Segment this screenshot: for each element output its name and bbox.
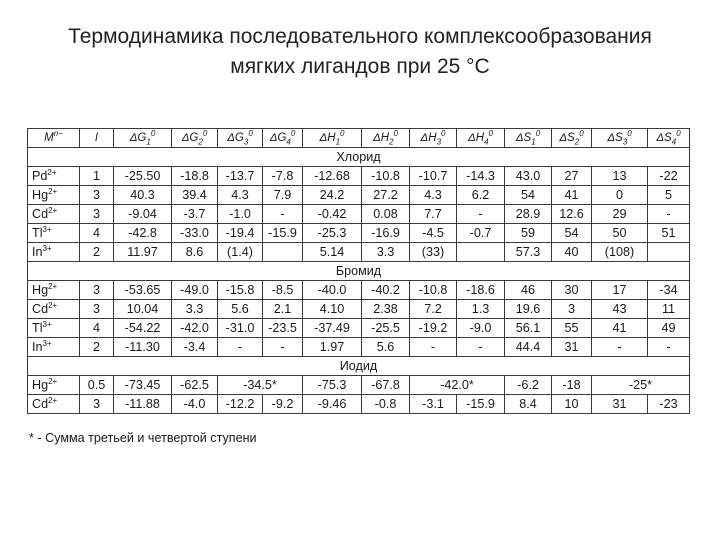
table-cell: -9.46 (303, 395, 362, 414)
table-cell: -73.45 (114, 376, 172, 395)
table-cell: 5.6 (218, 300, 263, 319)
table-cell: -25* (592, 376, 690, 395)
col-header-ds4: $\Delta S_4^0$ (648, 129, 690, 148)
table-row (28, 167, 690, 186)
table-cell: -54.22 (114, 319, 172, 338)
metal-ion-cell: $Tl^{3+}$ (28, 319, 80, 338)
table-cell: 59 (505, 224, 552, 243)
table-cell: 7.7 (410, 205, 457, 224)
table-cell: 12.6 (552, 205, 592, 224)
table-cell: -42.8 (114, 224, 172, 243)
table-cell: 55 (552, 319, 592, 338)
table-cell: 54 (505, 186, 552, 205)
table-cell: -75.3 (303, 376, 362, 395)
section-header: Бромид (28, 262, 690, 281)
table-cell: 0.5 (80, 376, 114, 395)
table-cell: 8.6 (172, 243, 218, 262)
table-cell: -14.3 (457, 167, 505, 186)
table-cell: -7.8 (263, 167, 303, 186)
table-cell: -8.5 (263, 281, 303, 300)
table-cell: - (457, 338, 505, 357)
table-cell: 28.9 (505, 205, 552, 224)
table-cell: -10.8 (362, 167, 410, 186)
title-line-2: мягких лигандов при 25 °С (230, 55, 490, 78)
col-header-dg1: $\Delta G_1^0$ (114, 129, 172, 148)
slide-title (0, 22, 720, 82)
thermodynamics-table (27, 128, 690, 414)
section-row (28, 262, 690, 281)
table-cell: 3 (80, 395, 114, 414)
table-cell: -9.0 (457, 319, 505, 338)
metal-ion-cell: $Cd^{2+}$ (28, 300, 80, 319)
table-row (28, 224, 690, 243)
metal-ion-cell: $Hg^{2+}$ (28, 281, 80, 300)
table-cell: - (457, 205, 505, 224)
table-cell: 17 (592, 281, 648, 300)
table-cell: 27 (552, 167, 592, 186)
section-header: Хлорид (28, 148, 690, 167)
table-cell (648, 243, 690, 262)
table-cell: -10.7 (410, 167, 457, 186)
table-cell: -0.7 (457, 224, 505, 243)
table-cell: (33) (410, 243, 457, 262)
table-row (28, 376, 690, 395)
table-cell: - (218, 338, 263, 357)
table-cell: 5.14 (303, 243, 362, 262)
table-cell: 3 (552, 300, 592, 319)
table-cell: 43 (592, 300, 648, 319)
table-cell: 2 (80, 338, 114, 357)
table-cell: 2.1 (263, 300, 303, 319)
table-row (28, 186, 690, 205)
table-cell: -31.0 (218, 319, 263, 338)
table-cell: 50 (592, 224, 648, 243)
table-cell: - (648, 338, 690, 357)
table-cell: 3.3 (172, 300, 218, 319)
table-cell: 57.3 (505, 243, 552, 262)
metal-ion-cell: $Tl^{3+}$ (28, 224, 80, 243)
table-cell: 39.4 (172, 186, 218, 205)
section-header: Иодид (28, 357, 690, 376)
table-cell: -15.8 (218, 281, 263, 300)
table-cell: 3 (80, 186, 114, 205)
table-cell: 43.0 (505, 167, 552, 186)
table-cell: 19.6 (505, 300, 552, 319)
table-cell: -18.6 (457, 281, 505, 300)
table-cell: 27.2 (362, 186, 410, 205)
table-cell: 3.3 (362, 243, 410, 262)
table-cell: -23.5 (263, 319, 303, 338)
metal-ion-cell: $Hg^{2+}$ (28, 376, 80, 395)
table-cell: -18 (552, 376, 592, 395)
col-header-dh1: $\Delta H_1^0$ (303, 129, 362, 148)
table-cell: (108) (592, 243, 648, 262)
table-row (28, 395, 690, 414)
table-cell: 0.08 (362, 205, 410, 224)
table-cell: - (592, 338, 648, 357)
table-cell: - (648, 205, 690, 224)
table-cell: 2.38 (362, 300, 410, 319)
table-cell: 49 (648, 319, 690, 338)
table-row (28, 281, 690, 300)
table-cell: 1.3 (457, 300, 505, 319)
table-cell: -37.49 (303, 319, 362, 338)
table-cell: 56.1 (505, 319, 552, 338)
table-cell: -34.5* (218, 376, 303, 395)
table-cell: -11.30 (114, 338, 172, 357)
table-cell: 29 (592, 205, 648, 224)
title-line-1: Термодинамика последовательного комплексообразования (68, 25, 652, 48)
table-cell: 8.4 (505, 395, 552, 414)
col-header-ds1: $\Delta S_1^0$ (505, 129, 552, 148)
table-cell: -33.0 (172, 224, 218, 243)
table-cell: -34 (648, 281, 690, 300)
table-cell: 2 (80, 243, 114, 262)
table-cell: 4 (80, 224, 114, 243)
table-cell: 40.3 (114, 186, 172, 205)
metal-ion-cell: $Cd^{2+}$ (28, 395, 80, 414)
table-cell: -42.0* (410, 376, 505, 395)
metal-ion-cell: $In^{3+}$ (28, 243, 80, 262)
table-cell: 3 (80, 281, 114, 300)
metal-ion-cell: $Pd^{2+}$ (28, 167, 80, 186)
table-cell: (1.4) (218, 243, 263, 262)
table-cell: 5.6 (362, 338, 410, 357)
table-cell: - (410, 338, 457, 357)
table-cell: -13.7 (218, 167, 263, 186)
table-cell: -49.0 (172, 281, 218, 300)
table-row (28, 243, 690, 262)
table-cell: -62.5 (172, 376, 218, 395)
table-cell: 10 (552, 395, 592, 414)
table-cell: 3 (80, 205, 114, 224)
table-cell: 44.4 (505, 338, 552, 357)
col-header-dg3: $\Delta G_3^0$ (218, 129, 263, 148)
table-cell: -4.0 (172, 395, 218, 414)
table-cell: 30 (552, 281, 592, 300)
table-cell: 54 (552, 224, 592, 243)
table-cell: -40.0 (303, 281, 362, 300)
table-cell: 11.97 (114, 243, 172, 262)
table-cell (263, 243, 303, 262)
table-cell: 11 (648, 300, 690, 319)
table-cell: -3.7 (172, 205, 218, 224)
table-row (28, 205, 690, 224)
table-cell: -25.50 (114, 167, 172, 186)
table-cell: -12.68 (303, 167, 362, 186)
table-cell: 10.04 (114, 300, 172, 319)
table-cell: -25.3 (303, 224, 362, 243)
table-row (28, 319, 690, 338)
table-cell: - (263, 338, 303, 357)
col-header-dh4: $\Delta H_4^0$ (457, 129, 505, 148)
table-cell: -6.2 (505, 376, 552, 395)
col-header-dg2: $\Delta G_2^0$ (172, 129, 218, 148)
section-row (28, 357, 690, 376)
table-cell: -12.2 (218, 395, 263, 414)
table-cell: 5 (648, 186, 690, 205)
section-row (28, 148, 690, 167)
table-cell: -67.8 (362, 376, 410, 395)
table-cell: -11.88 (114, 395, 172, 414)
table-cell: 1 (80, 167, 114, 186)
table-cell: 0 (592, 186, 648, 205)
col-header-i: I (80, 129, 114, 148)
table-cell: -1.0 (218, 205, 263, 224)
table-row (28, 338, 690, 357)
table-cell: -0.8 (362, 395, 410, 414)
table-cell: -25.5 (362, 319, 410, 338)
table-cell: 13 (592, 167, 648, 186)
table-cell: -0.42 (303, 205, 362, 224)
table-cell: 4.10 (303, 300, 362, 319)
table-cell: -23 (648, 395, 690, 414)
table-cell: 7.9 (263, 186, 303, 205)
metal-ion-cell: $In^{3+}$ (28, 338, 80, 357)
table-cell: 6.2 (457, 186, 505, 205)
table-cell: 40 (552, 243, 592, 262)
table-cell: -15.9 (263, 224, 303, 243)
table-cell: 31 (592, 395, 648, 414)
table-cell: -9.2 (263, 395, 303, 414)
col-header-dh2: $\Delta H_2^0$ (362, 129, 410, 148)
table-cell: -53.65 (114, 281, 172, 300)
table-cell: -3.1 (410, 395, 457, 414)
table-cell: -16.9 (362, 224, 410, 243)
table-cell: -4.5 (410, 224, 457, 243)
table-cell: 46 (505, 281, 552, 300)
table-cell: -42.0 (172, 319, 218, 338)
table-cell: 41 (592, 319, 648, 338)
table-cell: -22 (648, 167, 690, 186)
footnote: * - Сумма третьей и четвертой ступени (29, 431, 257, 445)
table-cell: -19.2 (410, 319, 457, 338)
table-cell: -3.4 (172, 338, 218, 357)
col-header-dg4: $\Delta G_4^0$ (263, 129, 303, 148)
table-cell: 51 (648, 224, 690, 243)
table-cell: -18.8 (172, 167, 218, 186)
col-header-ds3: $\Delta S_3^0$ (592, 129, 648, 148)
table-cell: 24.2 (303, 186, 362, 205)
metal-ion-cell: $Cd^{2+}$ (28, 205, 80, 224)
table-cell: 31 (552, 338, 592, 357)
metal-ion-cell: $Hg^{2+}$ (28, 186, 80, 205)
col-header-dh3: $\Delta H_3^0$ (410, 129, 457, 148)
table-cell (457, 243, 505, 262)
table-cell: -15.9 (457, 395, 505, 414)
table-cell: -10.8 (410, 281, 457, 300)
table-cell: 1.97 (303, 338, 362, 357)
table-cell: - (263, 205, 303, 224)
table-cell: 4 (80, 319, 114, 338)
table-cell: 41 (552, 186, 592, 205)
table-cell: -19.4 (218, 224, 263, 243)
table-cell: 4.3 (410, 186, 457, 205)
table-cell: 4.3 (218, 186, 263, 205)
table-cell: 7.2 (410, 300, 457, 319)
header-row (28, 129, 690, 148)
table-row (28, 300, 690, 319)
col-header-ds2: $\Delta S_2^0$ (552, 129, 592, 148)
col-header-metal: $M^{n-}$ (28, 129, 80, 148)
table-cell: -9.04 (114, 205, 172, 224)
table-cell: 3 (80, 300, 114, 319)
table-cell: -40.2 (362, 281, 410, 300)
